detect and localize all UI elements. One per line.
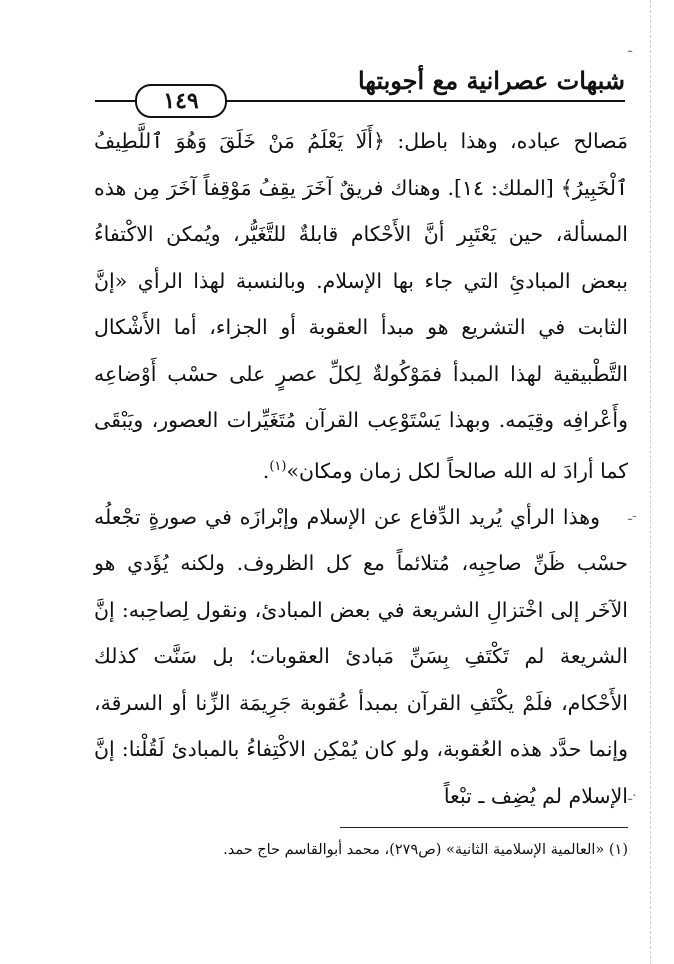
margin-mark-middle: ـ- [628, 508, 637, 524]
paragraph-1-text: مَصالح عباده، وهذا باطل: ﴿أَلَا يَعْلَمُ مَنْ خَلَقَ وَهُوَ ٱللَّطِيفُ ٱلْخَبِيرُ﴾ [الملك: ١٤]. وهناك فريقٌ آخَرَ يقِفُ مَوْقِفاً آخَرَ مِن هذه المسألة، حين يَعْتَبِر أنَّ الأَحْكام قابلةٌ للتَّغَيُّر، ويُمكن الاكْتفاءُ ببعض المبادئِ التي جاء بها الإسلام. وبالنسبة لهذا الرأي «إنَّ الثابت في التشريع هو مبدأ العقوبة أو الجزاء، أما الأَشْكال التَّطْبيقية لهذا المبدأ فمَوْكُولةٌ لِكلِّ عصرٍ على حسْب أَوْضاعِه وأَعْرافِه وقِيَمه. وبهذا يَسْتَوْعِب القرآن مُتَغَيِّرات العصور، ويَبْقَى كما أرادَ له الله صالحاً لكل زمان ومكان» [94, 129, 628, 483]
body-text [94, 118, 628, 819]
footnote-reference: (١) [269, 458, 287, 474]
footnote: (١) «العالمية الإسلامية الثانية» (ص٢٧٩)، محمد أبوالقاسم حاج حمد. [223, 842, 628, 858]
page-header [95, 66, 625, 114]
paragraph-1-end: . [262, 458, 270, 483]
margin-mark-top: ـ [628, 40, 633, 56]
margin-mark-bottom: ـ· [628, 788, 637, 804]
footnote-separator [340, 827, 628, 828]
paragraph-1 [94, 118, 628, 494]
page-edge-line [650, 0, 652, 964]
paragraph-2: وهذا الرأي يُريد الدِّفاع عن الإسلام وإبْرازَه في صورةٍ تجْعلُه حسْب ظَنِّ صاحِبِه، مُتلائماً مع كل الظروف. ولكنه يُؤَدي هو الآخَر إلى اخْتزالِ الشريعة في بعض المبادئ، ونقول لِصاحِبه: إنَّ الشريعة لم تَكْتَفِ بِسَنِّ مَبادئ العقوبات؛ بل سَنَّت كذلك الأَحْكام، فلَمْ يكْتَفِ القرآن بمبدأ عُقوبة جَرِيمَة الزِّنا أو السرقة، وإنما حدَّد هذه العُقوبة، ولو كان يُمْكِن الاكْتِفاءُ بالمبادئ لَقُلْنا: إنَّ الإسلام لم يُضِف ـ تبْعاً [94, 504, 628, 808]
running-title: شبهات عصرانية مع أجوبتها [357, 66, 625, 95]
page-number: ١٤٩ [135, 84, 227, 118]
